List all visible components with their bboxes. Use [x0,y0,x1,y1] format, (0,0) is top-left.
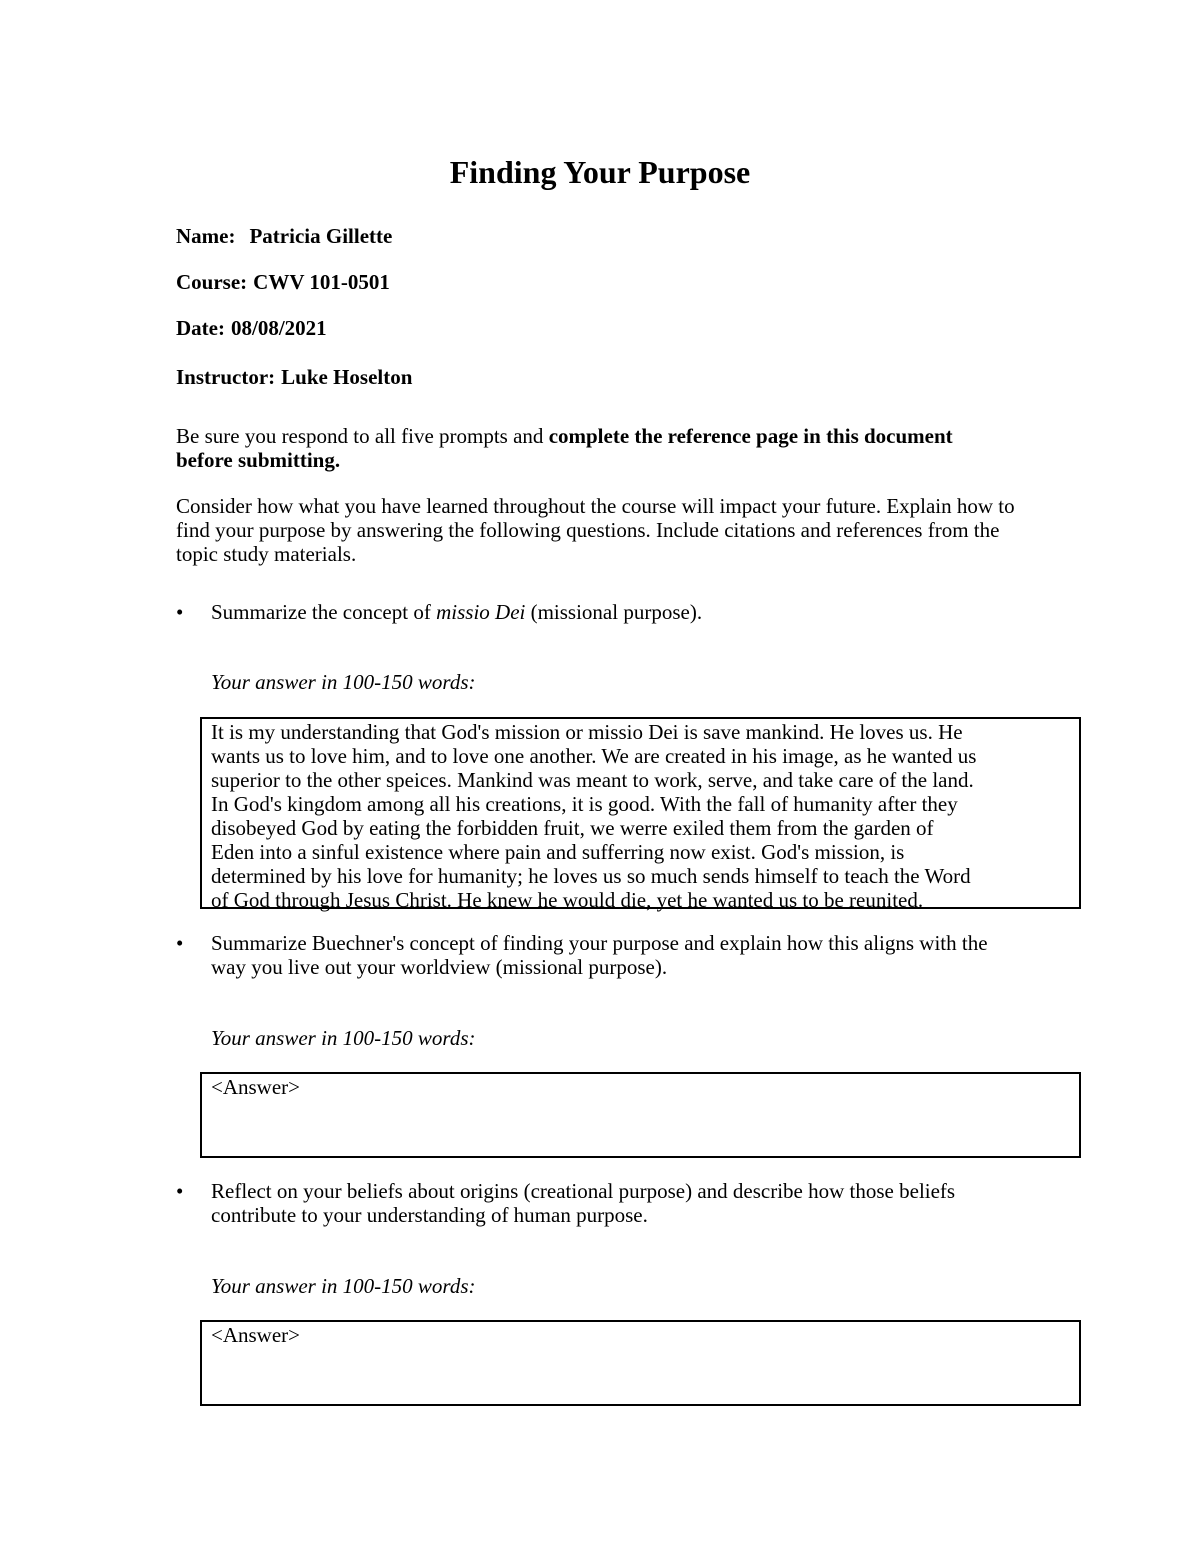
instructions-plain: Be sure you respond to all five prompts and [176,424,549,448]
prompt-1-italic: missio Dei [436,600,526,624]
course-value: CWV 101-0501 [253,270,390,294]
prompt-2-text: Summarize Buechner's concept of finding your purpose and explain how this aligns with the way you live out your worldview (missional purpose). [211,931,988,979]
prompt-3-answer-label: Your answer in 100-150 words: [211,1274,476,1298]
course-label: Course: [176,270,248,294]
prompt-1-text: Summarize the concept of missio Dei (missional purpose). [211,600,703,624]
prompt-1-answer-text: It is my understanding that God's mission or missio Dei is save mankind. He loves us. He wants us to love him, and to love one another. We are created in his image, as he wanted us superior to the other speices. Mankind was meant to work, serve, and take care of the land. In God's kingdom among all his creations, it is good. With the fall of humanity after they disobeyed God by eating the forbidden fruit, we werre exiled them from the garden of Eden into a sinful existence where pain and sufferring now exist. God's mission, is determined by his love for humanity; he loves us so much sends himself to teach the Word of God through Jesus Christ. He knew he would die, yet he wanted us to be reunited. [211,720,977,912]
instructions-bold: complete the reference page in this document before submitting. [176,424,953,472]
prompt-2-answer-label: Your answer in 100-150 words: [211,1026,476,1050]
prompt-3-answer-text: <Answer> [211,1323,301,1347]
prompt-3-answer-box[interactable] [200,1320,1081,1406]
bullet-icon: • [176,1179,184,1203]
prompt-1-answer-box[interactable] [200,717,1081,912]
date-value: 08/08/2021 [230,316,327,340]
instructor-label: Instructor: [176,365,276,389]
date-label: Date: [176,316,225,340]
prompt-1-answer-label: Your answer in 100-150 words: [211,670,476,694]
instructor-field [176,364,412,390]
date-field [176,315,327,341]
bullet-icon: • [176,931,184,955]
prompt-2-answer-box[interactable] [200,1072,1081,1158]
prompt-3 [176,1179,986,1227]
prompt-3-text: Reflect on your beliefs about origins (creational purpose) and describe how those beliefs contribute to your understanding of human purpose. [211,1179,956,1227]
prompt-2 [176,931,996,979]
document-title: Finding Your Purpose [449,154,751,190]
prompt-1 [176,600,1036,624]
intro-paragraph: Consider how what you have learned throughout the course will impact your future. Explain how to find your purpose by answering the following questions. Include citations and references from the topic study materials. [176,494,1015,566]
prompt-2-answer-text: <Answer> [211,1075,301,1099]
name-field [176,223,392,249]
name-label: Name: [176,224,236,248]
instructions-paragraph [176,424,976,472]
instructor-value: Luke Hoselton [281,365,413,389]
course-field [176,269,390,295]
bullet-icon: • [176,600,184,624]
name-value: Patricia Gillette [249,224,393,248]
